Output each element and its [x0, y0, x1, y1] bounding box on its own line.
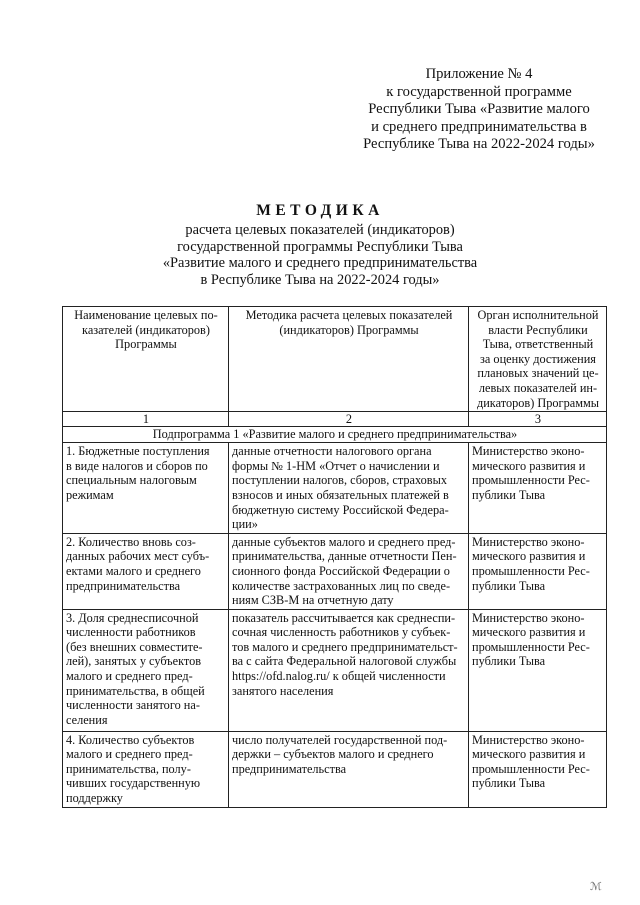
column-number: 2 [229, 412, 469, 427]
title-line: государственной программы Республики Тыва [177, 238, 463, 255]
methodology-table [62, 306, 607, 808]
method-cell: данные субъектов малого и среднего пред- принимательства, данные отчетности Пен- сионного фонда Российской Федерации о количестве застрахованных лиц по сведе- ниям СЗВ-М на отчетную дату [229, 533, 469, 609]
header-method: Методика расчета целевых показателей (индикаторов) Программы [229, 307, 469, 412]
column-number: 3 [469, 412, 607, 427]
title-line: расчета целевых показателей (индикаторов) [185, 222, 455, 238]
methodology-heading: МЕТОДИКА [256, 202, 384, 219]
responsible-body-cell: Министерство эконо- мического развития и промышленности Рес- публики Тыва [469, 533, 607, 609]
table-row [63, 609, 607, 731]
indicator-name-cell: 4. Количество субъектов малого и среднего пред- принимательства, полу- чивших государственную поддержку [63, 731, 229, 807]
header-responsible-body: Орган исполнительной власти Республики Тыва, ответственный за оценку достижения плановых значений це- левых показателей ин- дикаторов) Программы [469, 307, 607, 412]
page-mark: ℳ [590, 881, 602, 893]
responsible-body-cell: Министерство эконо- мического развития и промышленности Рес- публики Тыва [469, 731, 607, 807]
table-row [63, 443, 607, 534]
appendix-line: к государственной программе [386, 83, 572, 100]
method-cell: число получателей государственной под- держки – субъектов малого и среднего предпринимательства [229, 731, 469, 807]
column-number-row [63, 412, 607, 427]
responsible-body-cell: Министерство эконо- мического развития и промышленности Рес- публики Тыва [469, 609, 607, 731]
appendix-line: Республики Тыва «Развитие малого [368, 101, 590, 118]
title-line: «Развитие малого и среднего предпринимательства [162, 255, 478, 272]
table-row [63, 533, 607, 609]
indicator-name-cell: 2. Количество вновь соз- данных рабочих мест субъ- ектами малого и среднего предпринимательства [63, 533, 229, 609]
appendix-line: Приложение № 4 [425, 66, 533, 82]
method-cell: данные отчетности налогового органа формы № 1-НМ «Отчет о начислении и поступлении налогов, сборов, страховых взносов и иных обязательных платежей в бюджетную систему Российской Федера- ции» [229, 443, 469, 534]
table-row [63, 731, 607, 807]
appendix-block [352, 66, 606, 154]
appendix-line: и среднего предпринимательства в [371, 118, 587, 135]
subprogram-row [63, 427, 607, 443]
table-header-row [63, 307, 607, 412]
indicator-name-cell: 3. Доля среднесписочной численности работников (без внешних совместите- лей), занятых у субъектов малого и среднего пред- принимательства, в общей численности занятого на- селения [63, 609, 229, 731]
column-number: 1 [63, 412, 229, 427]
subprogram-title: Подпрограмма 1 «Развитие малого и среднего предпринимательства» [63, 427, 607, 443]
appendix-line: Республике Тыва на 2022-2024 годы» [363, 136, 595, 153]
title-line: в Республике Тыва на 2022-2024 годы» [200, 271, 440, 288]
method-cell: показатель рассчитывается как среднеспи- сочная численность работников у субъек- тов малого и среднего предпринимательст- ва с сайта Федеральной налоговой службы https://ofd.nalog.ru/ к общей численности занятого населения [229, 609, 469, 731]
header-indicator-name: Наименование целевых по- казателей (индикаторов) Программы [63, 307, 229, 412]
indicator-name-cell: 1. Бюджетные поступления в виде налогов и сборов по специальным налоговым режимам [63, 443, 229, 534]
responsible-body-cell: Министерство эконо- мического развития и промышленности Рес- публики Тыва [469, 443, 607, 534]
document-title [0, 200, 640, 288]
